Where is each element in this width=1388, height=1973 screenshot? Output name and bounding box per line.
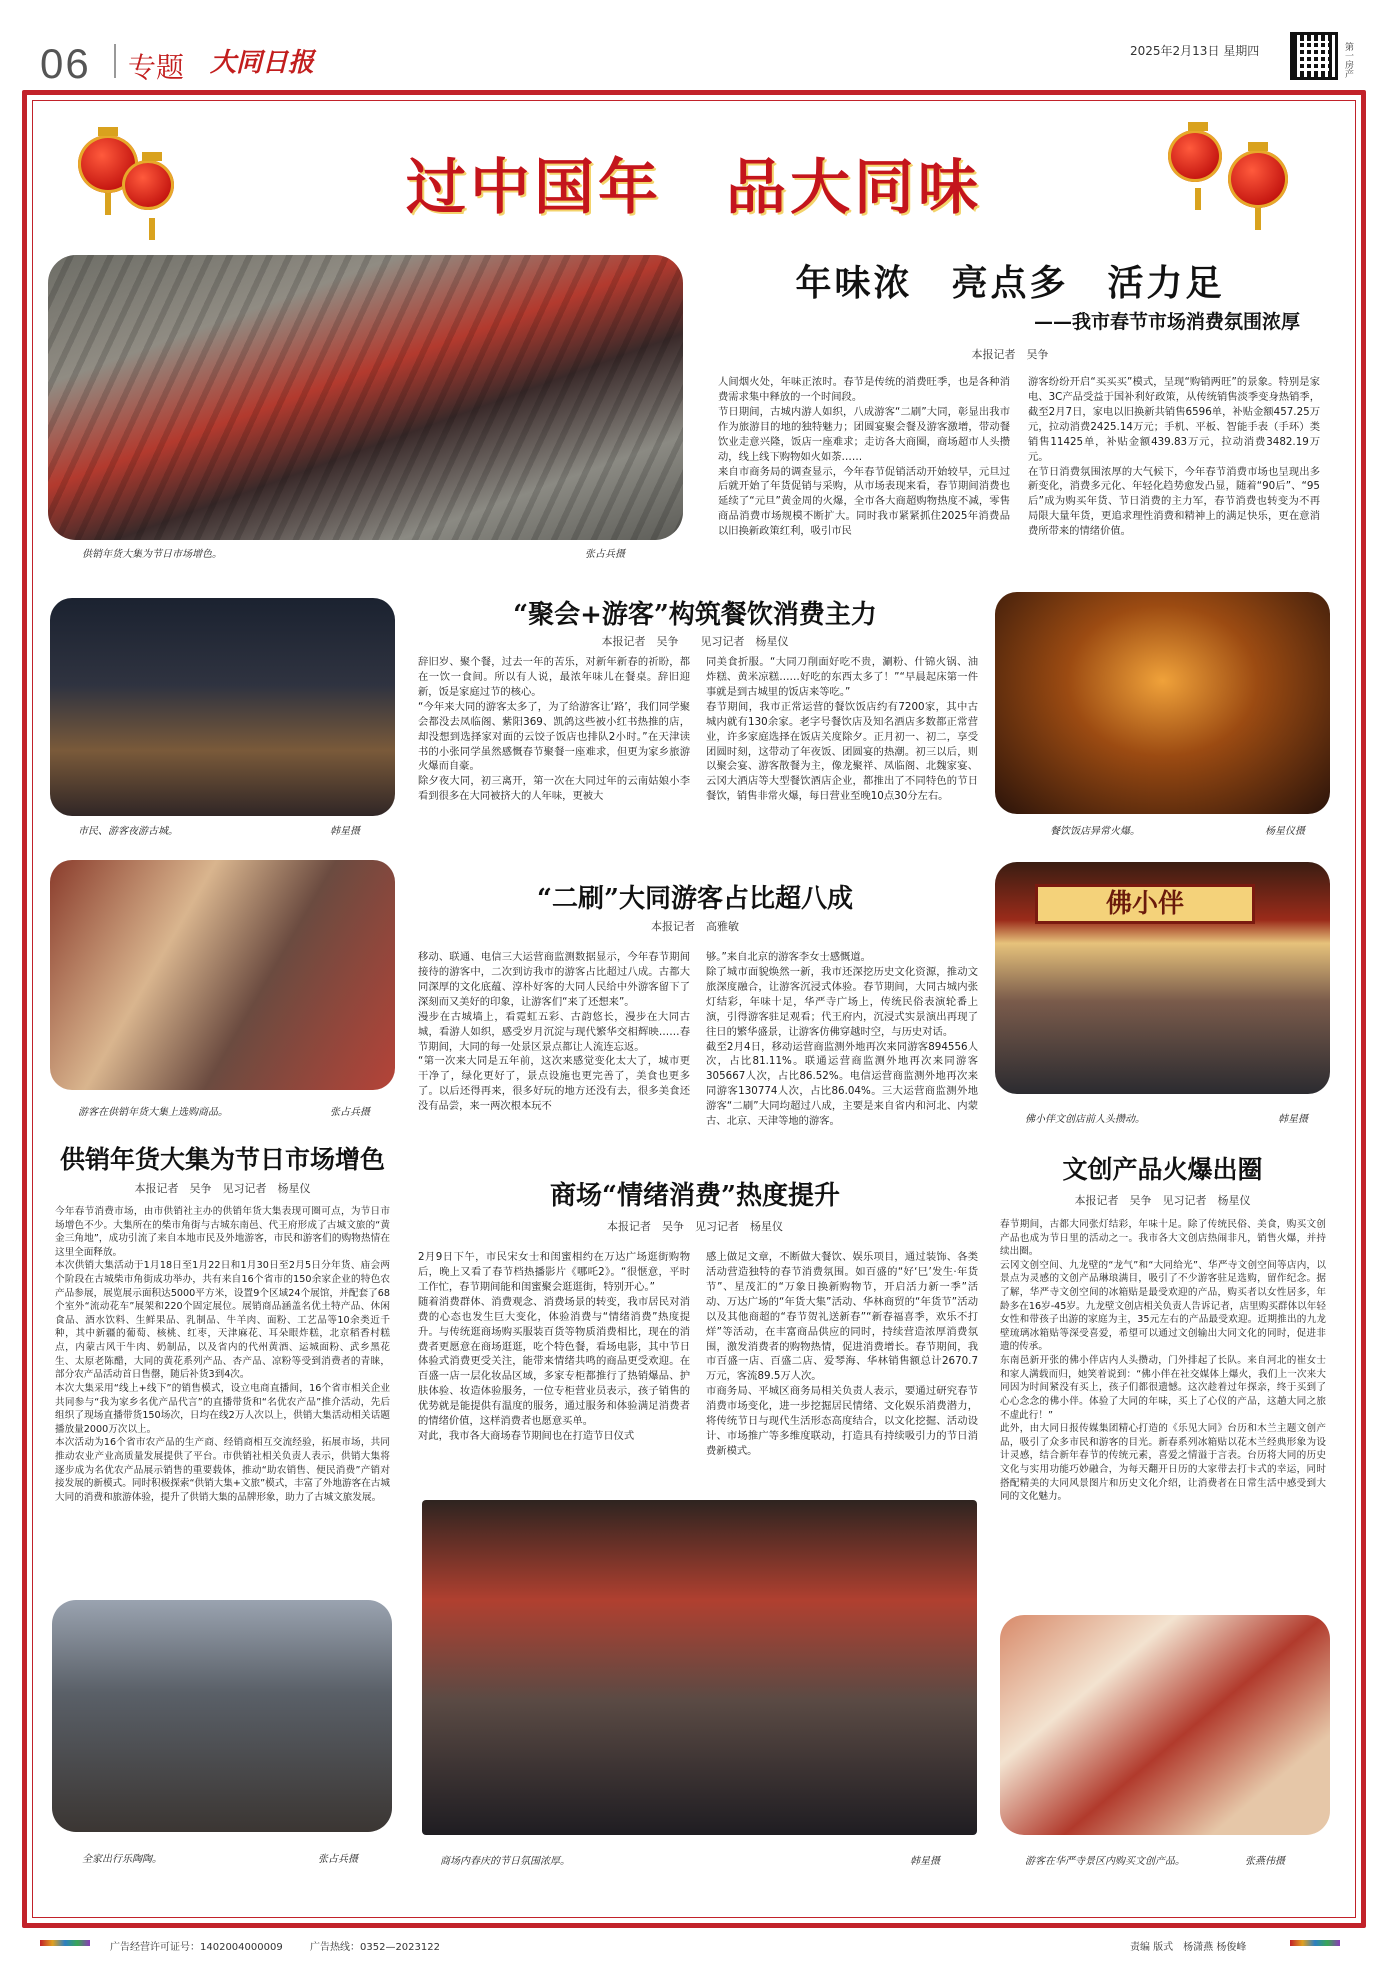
photo-credit: 张占兵摄: [585, 549, 625, 560]
supply-title: 供销年货大集为节日市场增色: [59, 1145, 385, 1174]
repeat-byline: 本报记者 高雅敏: [651, 920, 739, 933]
photo-caption: 全家出行乐陶陶。: [82, 1854, 162, 1865]
lead-subtitle: ——我市春节市场消费氛围浓厚: [1033, 311, 1300, 333]
repeat-body-col2: 够。”来自北京的游客李女士感慨道。 除了城市面貌焕然一新，我市还深挖历史文化资源，推动文旅深度融合，让游客沉浸式体验。春节期间，大同古城内张灯结彩，年味十足，华严寺广场上，传统民俗表演轮番上演，引得游客驻足观看；代王府内，沉浸式实景演出再现了往日的繁华盛景，让游客仿佛穿越时空，与历史对话。 截至2月4日，移动运营商监测外地再次来同游客894556人次，占比81.11%。联通运营商监测外地再次来同游客305667人次，占比86.52%。电信运营商监测外地再次来同游客130774人次，占比86.04%。三大运营商监测外地游客“二刷”大同均超过八成，主要是来自省内和河北、内蒙古、北京、天津等地的游客。: [706, 951, 978, 1128]
photo-caption: 游客在供销年货大集上选购商品。: [78, 1107, 228, 1118]
catering-body-col1: 辞旧岁、聚个餐，过去一年的苦乐，对新年新春的祈盼，都在一饮一食间。所以有人说，最浓年味儿在餐桌。辞旧迎新，饭是家庭过节的核心。 “今年来大同的游客太多了，为了给游客让‘路’，我们同学聚会都没去凤临阁、紫阳369、凯鸽这些被小红书热推的店，却没想到选择家对面的云饺子饭店也排队2小时。”在天津读书的小张同学虽然感慨春节聚餐一座难求，但更为家乡旅游火爆而自豪。 除夕夜大同，初三离开，第一次在大同过年的云南姑娘小李看到很多在大同被挤大的人年味，更被大: [418, 656, 690, 803]
photo-credit: 韩星摄: [1278, 1114, 1308, 1125]
footer-color-bar: [40, 1940, 90, 1946]
repeat-body-col1: 移动、联通、电信三大运营商监测数据显示，今年春节期间接待的游客中，二次到访我市的游客占比超过八成。古都大同深厚的文化底蕴、淳朴好客的大同人民给中外游客留下了深刻而又美好的印象，让游客们“来了还想来”。 漫步在古城墙上，看霓虹五彩、古韵悠长，漫步在大同古城，看游人如织，感受岁月沉淀与现代繁华交相辉映……春节期间，大同的每一处景区景点都让人流连忘返。 “第一次来大同是五年前，这次来感觉变化太大了，城市更干净了，绿化更好了，景点设施也更完善了，美食也更多了。以后还得再来，很多好玩的地方还没有去，很多美食还没有品尝，来一两次根本玩不: [418, 951, 690, 1113]
photo-credit: 张占兵摄: [330, 1107, 370, 1118]
shop-photo: [995, 862, 1330, 1094]
qr-side-label: 第一房产: [1343, 42, 1353, 78]
photo-credit: 张占兵摄: [318, 1854, 358, 1865]
lead-title: 年味浓 亮点多 活力足: [795, 262, 1225, 304]
photo-credit: 杨星仪摄: [1265, 826, 1305, 837]
restaurant-photo: [995, 592, 1330, 814]
supply-byline: 本报记者 吴争 见习记者 杨星仪: [134, 1182, 311, 1195]
repeat-title: “二刷”大同游客占比超八成: [537, 884, 853, 914]
lead-body-col1: 人间烟火处，年味正浓时。春节是传统的消费旺季，也是各种消费需求集中释放的一个时间段。 节日期间，古城内游人如织，八成游客“二刷”大同，彰显出我市作为旅游目的地的独特魅力；团圆宴聚会餐及游客激增，带动餐饮业走意兴隆，饭店一座难求；走访各大商圈，商场超市人头攒动，线上线下购物如火如荼…… 来自市商务局的调查显示，今年春节促销活动开始较早，元旦过后就开始了年货促销与采购，从市场表现来看，春节期间消费也延续了“元旦”黄金周的火爆，全市各大商超购物热度不减，零售商品消费市场规模不断扩大。同时我市紧紧抓住2025年消费品以旧换新政策红利，吸引市民: [718, 376, 1010, 538]
crafts-photo: [1000, 1615, 1330, 1835]
night-tour-photo: [50, 598, 395, 816]
cultural-title: 文创产品火爆出圈: [1062, 1155, 1263, 1184]
editors: 责编 版式 杨潇燕 杨俊峰: [1130, 1942, 1247, 1953]
photo-caption: 餐饮饭店异常火爆。: [1050, 826, 1140, 837]
photo-credit: 张燕伟摄: [1245, 1856, 1285, 1867]
mall-photo: [422, 1500, 977, 1835]
section-label: 专题: [128, 51, 185, 84]
photo-caption: 市民、游客夜游古城。: [78, 826, 178, 837]
street-photo: [48, 255, 683, 540]
catering-byline: 本报记者 吴争 见习记者 杨星仪: [601, 635, 789, 648]
lead-body-col2: 游客纷纷开启“买买买”模式，呈现“购销两旺”的景象。特别是家电、3C产品受益于国补利好政策，从传统销售淡季变身热销季，截至2月7日，家电以旧换新共销售6596单，补贴金额457.25万元，拉动消费2425.14万元；手机、平板、智能手表（手环）类销售11425单，补贴金额439.83万元，拉动消费3482.19万元。 在节日消费氛围浓厚的大气候下，今年春节消费市场也呈现出多新变化，消费多元化、年轻化趋势愈发凸显，随着“90后”、“95后”成为购买年货、节日消费的主力军，春节消费也转变为不再局限大量年货，更追求理性消费和精神上的满足快乐，更在意消费所带来的情绪价值。: [1028, 376, 1320, 538]
ad-license: 广告经营许可证号：1402004000009: [110, 1942, 283, 1953]
photo-credit: 韩星摄: [330, 826, 360, 837]
page-headline: 过中国年 品大同味: [406, 153, 982, 223]
family-photo: [52, 1600, 392, 1832]
catering-title: “聚会+游客”构筑餐饮消费主力: [513, 600, 877, 630]
lead-byline: 本报记者 吴争: [971, 348, 1049, 361]
photo-caption: 游客在华严寺景区内购买文创产品。: [1025, 1856, 1185, 1867]
page-number: 06: [40, 40, 91, 87]
photo-caption: 供销年货大集为节日市场增色。: [82, 549, 222, 560]
emotion-body-col1: 2月9日下午，市民宋女士和闺蜜相约在万达广场逛街购物后，晚上又看了春节档热播影片《哪吒2》。“很惬意，平时工作忙，春节期间能和闺蜜聚会逛逛街，特别开心。” 随着消费群体、消费观念、消费场景的转变，我市居民对消费的心态也发生巨大变化，体验消费与“情绪消费”热度提升。与传统逛商场购买服装百货等物质消费相比，现在的消费者更愿意在商场逛逛，吃个特色餐，看场电影，其中节日体验式消费更受关注，能带来情绪共鸣的商品更受欢迎。在百盛一店一层化妆品区域，多家专柜都推行了热销爆品、护肤体验、妆造体验服务，一位专柜营业员表示，孩子销售的优势就是能提供有温度的服务，通过服务和体验满足消费者的情绪价值，这样消费者也愿意买单。 对此，我市各大商场春节期间也在打造节日仪式: [418, 1251, 690, 1443]
emotion-body-col2: 感上做足文章，不断做大餐饮、娱乐项目，通过装饰、各类活动营造独特的春节消费氛围。如百盛的“好‘巳’发生·年货节”、星茂汇的“万象日换新购物节，开启活力新一季”活动、万达广场的“年货大集”活动、华林商贸的“年货节”活动以及其他商超的“春节贺礼送新春”“新春福喜季，欢乐不打烊”等活动，在丰富商品供应的同时，持续营造浓厚消费氛围，激发消费者的购物热情，促进消费增长。春节期间，我市百盛一店、百盛二店、爱琴海、华林销售额总计2670.7万元，客流89.5万人次。 市商务局、平城区商务局相关负责人表示，要通过研究春节消费市场变化，进一步挖掘居民情绪、文化娱乐消费潜力，将传统节日与现代生活形态高度结合，以文化挖掘、活动设计、市场推广等多维度联动，打造具有持续吸引力的节日消费新模式。: [706, 1251, 978, 1457]
emotion-title: 商场“情绪消费”热度提升: [550, 1181, 840, 1211]
footer-color-bar: [1290, 1940, 1340, 1946]
cultural-byline: 本报记者 吴争 见习记者 杨星仪: [1074, 1194, 1251, 1207]
photo-caption: 佛小伴文创店前人头攒动。: [1025, 1114, 1145, 1125]
issue-date: 2025年2月13日 星期四: [1130, 44, 1260, 58]
shop-sign: 佛小伴: [1035, 884, 1255, 924]
ad-hotline: 广告热线：0352—2023122: [310, 1942, 440, 1953]
supply-body: 今年春节消费市场，由市供销社主办的供销年货大集表现可圈可点，为节日市场增色不少。大集所在的柴市角街与古城东南邑、代王府形成了古城文旅的“黄金三角地”，成功引流了来自本地市民及外地游客，市民和游客们的购物热情在这里全面释放。 本次供销大集活动于1月18日至1月22日和1月30日至2月5日分年货、庙会两个阶段在古城柴市角街成功举办，共有来自16个省市的150余家企业的特色农产品参展，展览展示面积达5000平方米，设置9个区域24个展馆，并配套了68个室外“流动花车”展架和220个固定展位。展销商品涵盖名优土特产品、休闲食品、酒水饮料、生鲜果品、乳制品、牛羊肉、面粉、工艺品等10余类近千种，其中新疆的葡萄、核桃、红枣，天津麻花、耳朵眼炸糕，北京稻香村糕点，内蒙古风干牛肉、奶制品，以及省内的代州黄酒、运城面粉、武乡黑花生、太原老陈醋，大同的黄花系列产品、杏产品、凉粉等受到消费者的青睐，部分农产品活动首日售罄，随后补货3到4次。 本次大集采用“线上+线下”的销售模式，设立电商直播间，16个省市相关企业共同参与“我为家乡名优产品代言”的直播带货和“名优农产品”推介活动，先后组织了现场直播带货150场次，日均在线2万人次以上，供销大集活动相关话题播放量2000万次以上。 本次活动为16个省市农产品的生产商、经销商相互交流经验，拓展市场，共同推动农业产业高质量发展提供了平台。市供销社相关负责人表示，供销大集将逐步成为名优农产品展示销售的重要载体，推动“助农销售、便民消费”产销对接发展的新模式。同时积极探索“供销大集+文旅”模式，丰富了外地游客在古城大同的消费和旅游体验，提升了供销大集的品牌形象，助力了古城文旅发展。: [55, 1206, 390, 1503]
catering-body-col2: 同美食折服。“大同刀削面好吃不贵，涮粉、什锦火锅、油炸糕、黄米凉糕……好吃的东西太多了！”“早晨起床第一件事就是到古城里的饭店来等吃。” 春节期间，我市正常运营的餐饮饭店约有7200家，其中古城内就有130余家。老字号餐饮店及知名酒店多数都正常营业，许多家庭选择在饭店关度除夕。正月初一、初二，享受团圆时刻，这带动了年夜饭、团圆宴的热潮。初三以后，则以聚会宴、游客散餐为主，像龙聚祥、凤临阁、北魏家宴、云冈大酒店等大型餐饮酒店企业，都推出了不同特色的节日餐饮，销售非常火爆，每日营业至晚10点30分左右。: [706, 656, 978, 803]
cultural-body: 春节期间，古都大同张灯结彩，年味十足。除了传统民俗、美食，购买文创产品也成为节日里的活动之一。我市各大文创店热闹非凡，销售火爆，并持续出圈。 云冈文创空间、九龙壁的“龙气”和“大同给光”、华严寺文创空间等店内，以景点为灵感的文创产品琳琅满目，吸引了不少游客驻足选购，留作纪念。据了解，华严寺文创空间的冰箱贴是最受欢迎的产品，购买者以女性居多，年龄多在16岁-45岁。九龙壁文创店相关负责人告诉记者，店里购买群体以年轻女性和带孩子出游的家庭为主，35元左右的产品最受欢迎。近期推出的九龙壁琉璃冰箱贴等深受喜爱，希望可以通过文创输出大同文化的同时，促进非遗的传承。 东南邑新开张的佛小伴店内人头攒动，门外排起了长队。来自河北的崔女士和家人满载而归，她笑着说到：“佛小伴在社交媒体上爆火，我们上一次来大同因为时间紧没有买上，孩子们都很遗憾。这次趁着过年探亲，终于买到了心心念念的佛小伴。体验了大同的年味，买上了心仪的产品，这趟大同之旅不虚此行！” 此外，由大同日报传媒集团精心打造的《乐见大同》台历和木兰主题文创产品，吸引了众多市民和游客的目光。新春系列冰箱贴以花木兰经典形象为设计灵感，结合新年春节的传统元素，喜爱之情溢于言表。台历将大同的历史文化与实用功能巧妙融合，为每天翻开日历的大家带去打卡式的幸运，同时搭配精美的大同风景图片和历史文化介绍，让消费者在日常生活中感受到大同的文化魅力。: [1000, 1219, 1326, 1503]
header-divider: [114, 44, 116, 78]
newspaper-logo: 大同日报: [210, 48, 315, 78]
photo-caption: 商场内春庆的节日氛围浓厚。: [440, 1856, 570, 1867]
qr-code-icon[interactable]: [1290, 32, 1338, 80]
emotion-byline: 本报记者 吴争 见习记者 杨星仪: [607, 1220, 783, 1233]
market-photo: [50, 860, 395, 1090]
photo-credit: 韩星摄: [910, 1856, 940, 1867]
